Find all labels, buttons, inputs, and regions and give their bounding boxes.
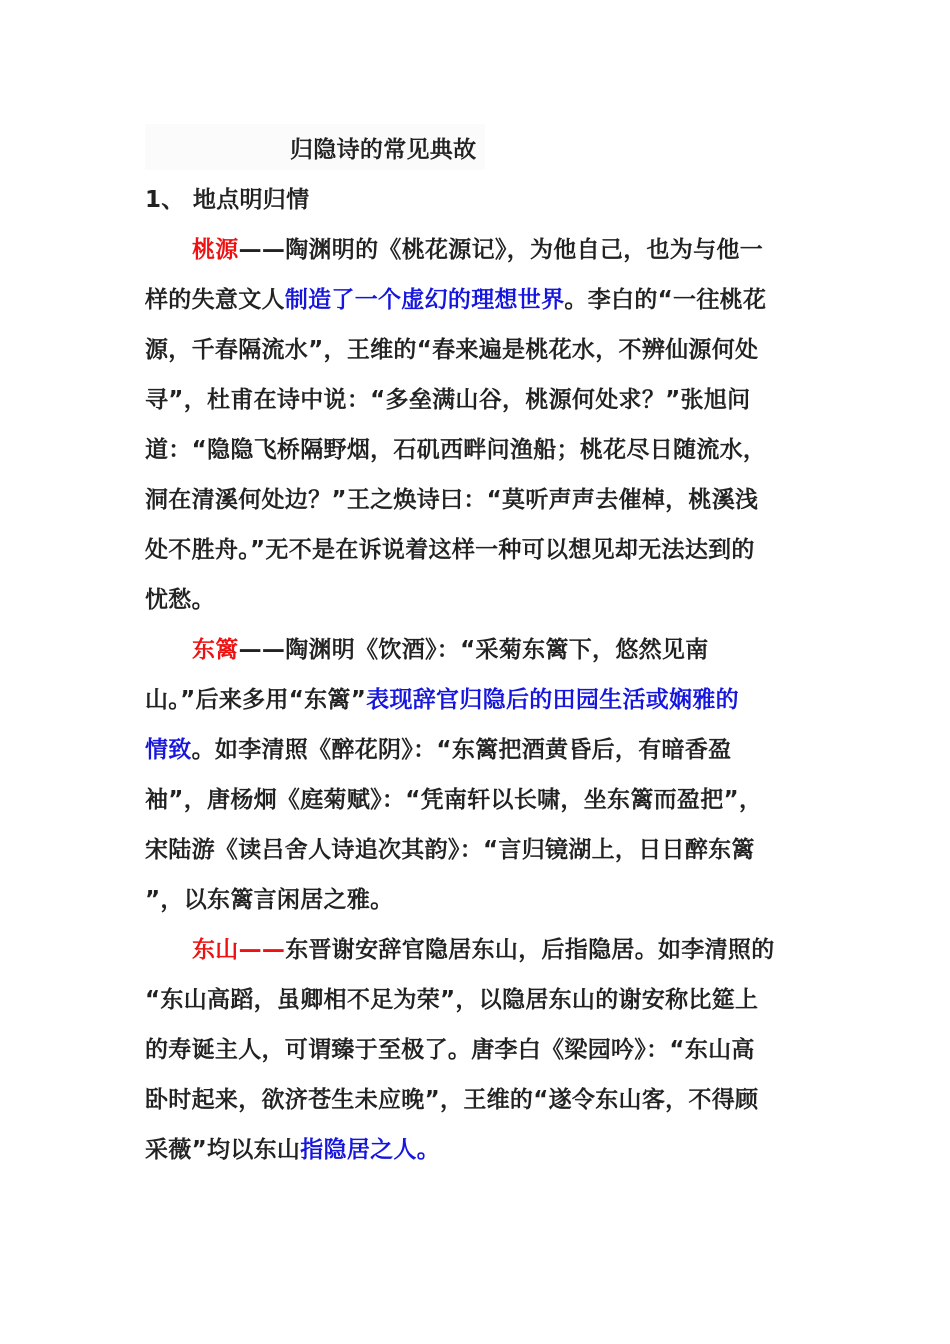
- paragraph-dongli-line-3: 情致。如李清照《醉花阴》：“东篱把酒黄昏后，有暗香盈: [145, 737, 732, 763]
- paragraph-taoyuan-line-2: 样的失意文人制造了一个虚幻的理想世界。李白的“一往桃花: [145, 287, 767, 313]
- paragraph-dongli-line-4: 袖”，唐杨炯《庭菊赋》：“凭南轩以长啸，坐东篱而盈把”，: [145, 787, 763, 813]
- paragraph-taoyuan-line-4: 寻”，杜甫在诗中说：“多垒满山谷，桃源何处求？”张旭问: [145, 387, 751, 413]
- highlight-phrase: 情致: [145, 737, 192, 763]
- paragraph-dongli-line-6: ”，以东篱言闲居之雅。: [145, 887, 394, 913]
- paragraph-dongshan-line-1: 东山——东晋谢安辞官隐居东山，后指隐居。如李清照的: [192, 937, 775, 963]
- paragraph-taoyuan-line-1: 桃源——陶渊明的《桃花源记》，为他自己，也为与他一: [192, 237, 764, 263]
- term-dongli: 东篱: [192, 637, 239, 663]
- term-taoyuan: 桃源: [192, 237, 239, 263]
- paragraph-dongshan-line-4: 卧时起来，欲济苍生未应晚”，王维的“遂令东山客，不得顾: [145, 1087, 759, 1113]
- paragraph-dongli-line-5: 宋陆游《读吕舍人诗追次其韵》：“言归镜湖上，日日醉东篱: [145, 837, 755, 863]
- paragraph-taoyuan-line-8: 忧愁。: [145, 587, 215, 613]
- paragraph-dongli-line-1: 东篱——陶渊明《饮酒》：“采菊东篱下，悠然见南: [192, 637, 709, 663]
- paragraph-dongshan-line-2: “东山高蹈，虽卿相不足为荣”，以隐居东山的谢安称比筵上: [145, 987, 759, 1013]
- paragraph-dongshan-line-3: 的寿诞主人，可谓臻于至极了。唐李白《梁园吟》：“东山高: [145, 1037, 755, 1063]
- highlight-phrase: 表现辞官归隐后的田园生活或娴雅的: [366, 687, 739, 713]
- paragraph-taoyuan-line-6: 洞在清溪何处边？”王之焕诗曰：“莫听声声去催棹，桃溪浅: [145, 487, 759, 513]
- section-heading: 1、 地点明归情: [145, 187, 310, 213]
- highlight-phrase: 制造了一个虚幻的理想世界: [284, 287, 565, 313]
- term-dongshan: 东山——: [192, 937, 286, 963]
- document-title: 归隐诗的常见典故: [290, 137, 477, 163]
- paragraph-taoyuan-line-5: 道：“隐隐飞桥隔野烟，石矶西畔问渔船；桃花尽日随流水，: [145, 437, 767, 463]
- paragraph-taoyuan-line-3: 源，千春隔流水”，王维的“春来遍是桃花水，不辨仙源何处: [145, 337, 759, 363]
- paragraph-dongshan-line-5: 采薇”均以东山指隐居之人。: [145, 1137, 441, 1163]
- paragraph-dongli-line-2: 山。”后来多用“东篱”表现辞官归隐后的田园生活或娴雅的: [145, 687, 739, 713]
- paragraph-taoyuan-line-7: 处不胜舟。”无不是在诉说着这样一种可以想见却无法达到的: [145, 537, 755, 563]
- highlight-phrase: 指隐居之人。: [300, 1137, 441, 1163]
